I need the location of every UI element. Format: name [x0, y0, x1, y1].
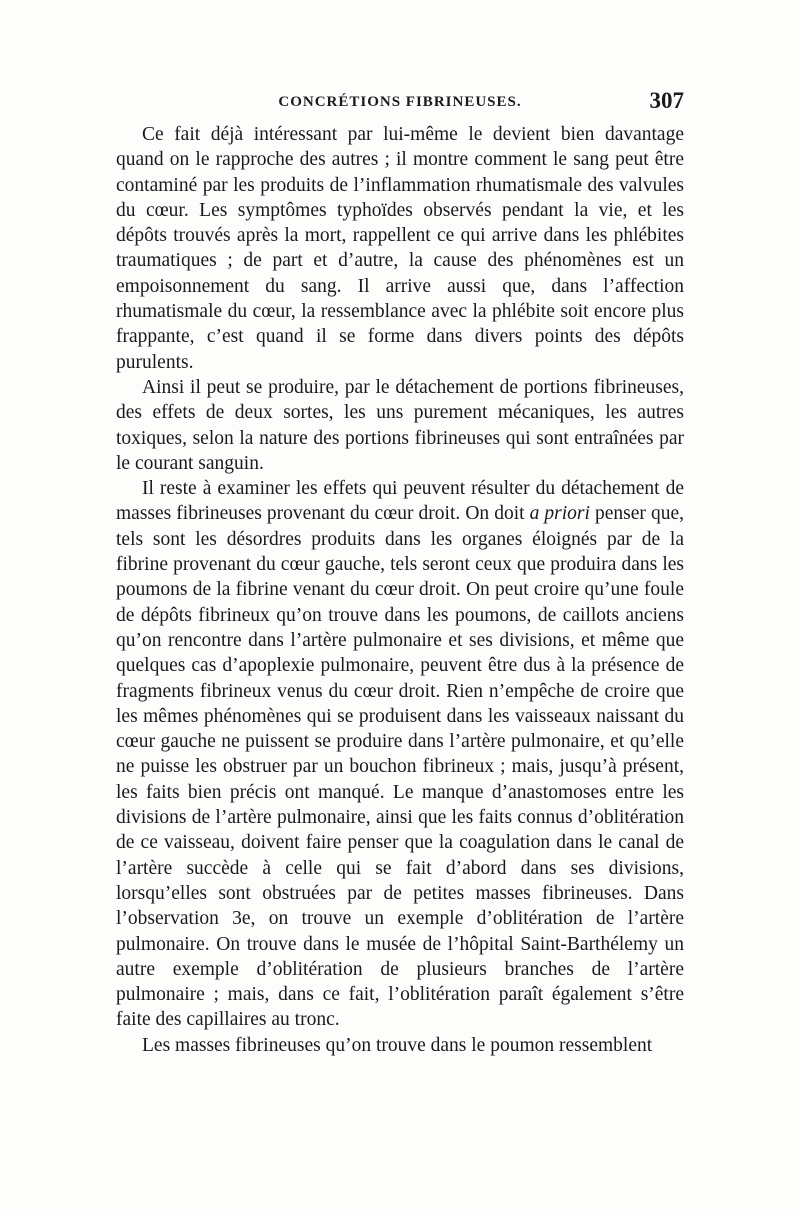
paragraph-4: Les masses fibrineuses qu’on trouve dans le poumon ressemblent — [142, 1034, 653, 1056]
running-head — [116, 88, 684, 122]
body-text — [116, 122, 684, 1058]
running-title: CONCRÉTIONS FIBRINEUSES. — [278, 94, 522, 110]
paragraph-3 — [116, 476, 684, 1033]
paragraph-2: Ainsi il peut se produire, par le détachement de portions fibrineuses, des effets de deux sortes, les uns purement mécaniques, les autres toxiques, selon la nature des portions fibrineuses qui sont entraînées par le courant sanguin. — [116, 376, 684, 474]
page-number: 307 — [649, 88, 684, 113]
paragraph-1: Ce fait déjà intéressant par lui-même le devient bien davantage quand on le rapproche des autres ; il montre comment le sang peut être contaminé par les produits de l’inflammation rhumatismale des valvules du cœur. Les symptômes typhoïdes observés pendant la vie, et les dépôts trouvés après la mort, rappellent ce qui arrive dans les phlébites traumatiques ; de part et d’autre, la cause des phénomènes est un empoisonnement du sang. Il arrive aussi que, dans l’affection rhumatismale du cœur, la ressemblance avec la phlébite soit encore plus frappante, c’est quand il se forme dans divers points des dépôts purulents. — [116, 124, 684, 373]
paragraph-3-italic-term: a priori — [529, 503, 590, 525]
paragraph-3-text-start: Il reste à examiner les effets qui peuvent résulter du détachement de masses fibrineuses provenant du cœur droit. On doit — [116, 478, 684, 525]
paragraph-3-text-end: penser que, tels sont les désordres produits dans les organes éloignés par de la fibrine provenant du cœur gauche, tels seront ceux que produira dans les poumons de la fibrine venant du cœur droit. On peut croire qu’une foule de dépôts fibrineux qu’on trouve dans les poumons, de caillots anciens qu’on rencontre dans l’artère pulmonaire et ses divisions, et même que quelques cas d’apoplexie pulmonaire, peuvent être dus à la présence de fragments fibrineux venus du cœur droit. Rien n’empêche de croire que les mêmes phénomènes qui se produisent dans les vaisseaux naissant du cœur gauche ne puissent se produire dans l’artère pulmonaire, et qu’elle ne puisse les obstruer par un bouchon fibrineux ; mais, jusqu’à présent, les faits bien précis ont manqué. Le manque d’anastomoses entre les divisions de l’artère pulmonaire, ainsi que les faits connus d’oblitération de ce vaisseau, doivent faire penser que la coagulation dans le canal de l’artère succède à celle qui se fait d’abord dans ses divisions, lorsqu’elles sont obstruées par de petites masses fibrineuses. Dans l’observation 3e, on trouve un exemple d’oblitération de l’artère pulmonaire. On trouve dans le musée de l’hôpital Saint-Barthélemy un autre exemple d’oblitération de plusieurs branches de l’artère pulmonaire ; mais, dans ce fait, l’oblitération paraît également s’être faite des capillaires au tronc. — [116, 503, 684, 1031]
